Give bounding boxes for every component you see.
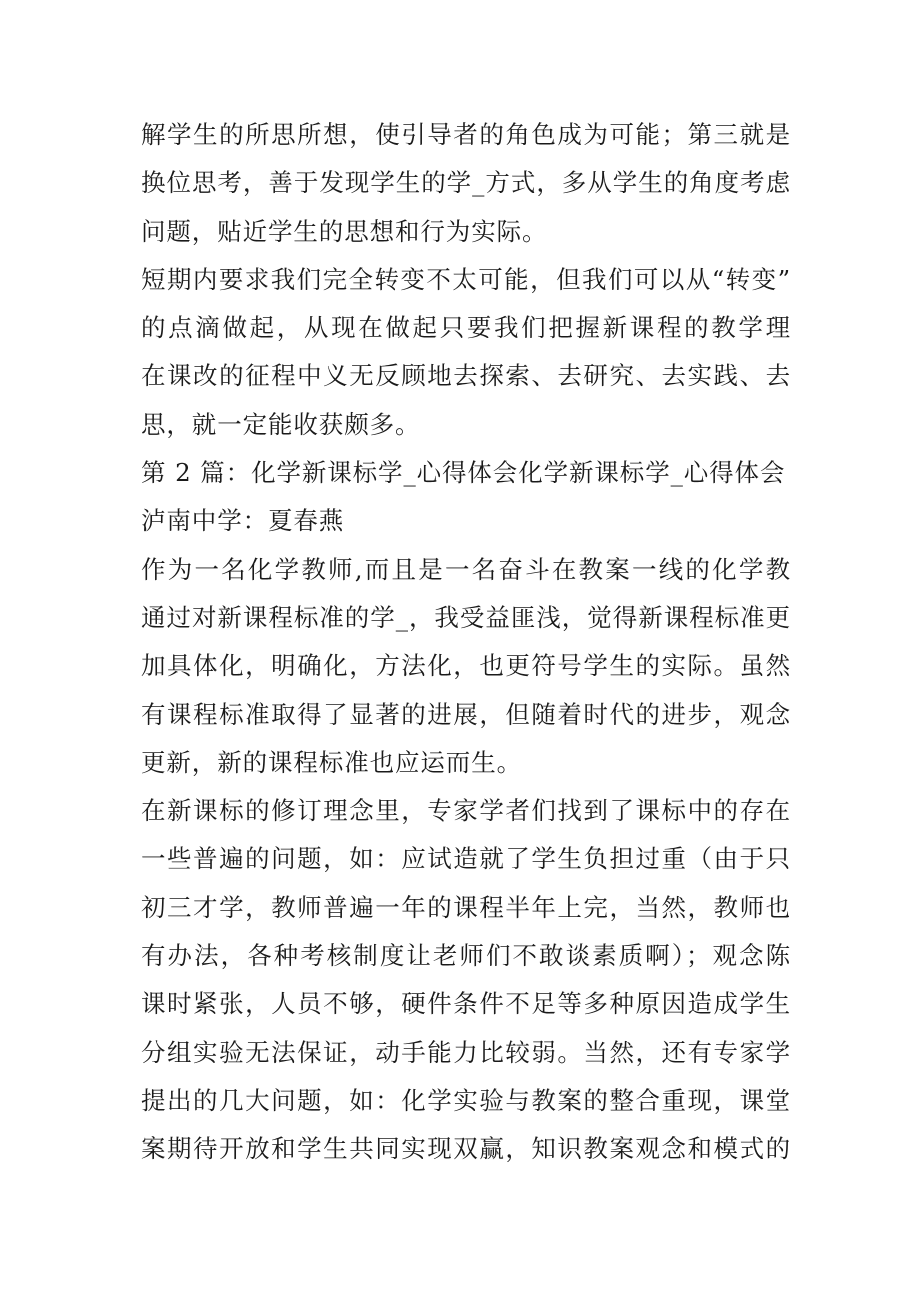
text-line: 有课程标准取得了显著的进展，但随着时代的进步，观念 <box>141 699 791 729</box>
text-line: 思，就一定能收获颇多。 <box>141 409 421 439</box>
text-line: 加具体化，明确化，方法化，也更符号学生的实际。虽然 <box>141 651 791 681</box>
text-line: 第 2 篇：化学新课标学_心得体会化学新课标学_心得体会 <box>141 458 786 488</box>
text-line: 解学生的所思所想，使引导者的角色成为可能；第三就是 <box>141 120 791 149</box>
text-line: 更新，新的课程标准也应运而生。 <box>141 747 522 777</box>
text-line: 在课改的征程中义无反顾地去探索、去研究、去实践、去 <box>141 361 791 391</box>
text-line: 一些普遍的问题，如：应试造就了学生负担过重（由于只 <box>141 844 791 874</box>
text-line: 换位思考，善于发现学生的学_方式，多从学生的角度考虑 <box>141 168 791 198</box>
text-line: 作为一名化学教师,而且是一名奋斗在教案一线的化学教 <box>141 554 791 584</box>
text-line: 的点滴做起，从现在做起只要我们把握新课程的教学理 <box>141 313 791 343</box>
text-line: 案期待开放和学生共同实现双赢，知识教案观念和模式的 <box>141 1134 791 1164</box>
text-line: 问题，贴近学生的思想和行为实际。 <box>141 216 548 246</box>
text-line: 提出的几大问题，如：化学实验与教案的整合重现，课堂 <box>141 1085 791 1115</box>
text-line: 泸南中学：夏春燕 <box>141 506 345 536</box>
text-line: 课时紧张，人员不够，硬件条件不足等多种原因造成学生 <box>141 989 791 1019</box>
text-line: 有办法，各种考核制度让老师们不敢谈素质啊）；观念陈 <box>141 941 791 971</box>
text-line: 在新课标的修订理念里，专家学者们找到了课标中的存在 <box>141 796 791 826</box>
text-line: 初三才学，教师普遍一年的课程半年上完，当然，教师也 <box>141 892 791 922</box>
text-line: 通过对新课程标准的学_，我受益匪浅，觉得新课程标准更 <box>141 602 791 632</box>
document-body <box>141 111 791 1174</box>
text-line: 分组实验无法保证，动手能力比较弱。当然，还有专家学 <box>141 1037 791 1067</box>
text-line: 短期内要求我们完全转变不太可能，但我们可以从“转变” <box>141 264 791 294</box>
